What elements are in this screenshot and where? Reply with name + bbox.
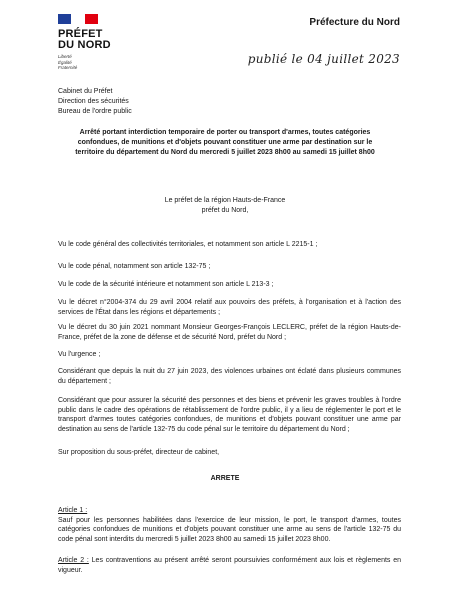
article-2 xyxy=(58,556,401,575)
issuing-office xyxy=(58,87,132,117)
article-2-heading: Article 2 : xyxy=(58,557,89,564)
intro-line-2: préfet du Nord, xyxy=(201,207,249,214)
article-1-text: Sauf pour les personnes habilitées dans l'exercice de leur mission, le port, le transport d'armes, toutes catégories confondues de munitions et d'objets pouvant constituer une arme au sens de l'article 132-75 du code pénal sont interdits du mercredi 5 juillet 2023 8h00 au samedi 15 juillet 2023 8h00. xyxy=(58,516,401,543)
cabinet-line-1: Cabinet du Préfet xyxy=(58,88,113,95)
paragraph-urgence: Vu l'urgence ; xyxy=(58,351,101,358)
paragraph-code-penal: Vu le code pénal, notamment son article 132-75 ; xyxy=(58,263,211,270)
paragraph-cgct: Vu le code général des collectivités territoriales, et notamment son article L 2215-1 ; xyxy=(58,241,318,248)
arrete-heading: ARRETE xyxy=(210,475,240,482)
tricolor-flag-icon xyxy=(58,14,98,24)
logo-line-2: DU NORD xyxy=(58,39,111,51)
paragraph-considerant-1: Considérant que depuis la nuit du 27 juin 2023, des violences urbaines ont éclaté dans plusieurs communes du département ; xyxy=(58,368,401,385)
logo-motto xyxy=(58,54,118,71)
logo-line-1: PRÉFET xyxy=(58,28,103,40)
motto-liberte: Liberté xyxy=(58,54,72,59)
article-1 xyxy=(58,506,401,544)
paragraph-proposition: Sur proposition du sous-préfet, directeur de cabinet, xyxy=(58,449,220,456)
article-2-text: Les contraventions au présent arrêté seront poursuivies conformément aux lois et règlements en vigueur. xyxy=(58,557,401,574)
paragraph-decret-2004: Vu le décret n°2004-374 du 29 avril 2004 relatif aux pouvoirs des préfets, à l'organisation et à l'action des services de l'État dans les régions et départements ; xyxy=(58,299,401,316)
prefecture-heading: Préfecture du Nord xyxy=(309,17,400,28)
publication-stamp: publié le 04 juillet 2023 xyxy=(247,52,400,66)
paragraph-csi: Vu le code de la sécurité intérieure et notamment son article L 213-3 ; xyxy=(58,281,274,288)
article-1-heading: Article 1 : xyxy=(58,507,88,514)
paragraph-considerant-2: Considérant que pour assurer la sécurité des personnes et des biens et prévenir les graves troubles à l'ordre public dans le cadre des opérations de rétablissement de l'ordre public, il y a lieu de réglementer le port et le transport d'armes toutes catégories confondues, de munitions et d'objets pouvant constituer une arme par destination au sens de l'article 132-75 du code pénal sur le territoire du département du Nord ; xyxy=(58,397,401,433)
cabinet-line-3: Bureau de l'ordre public xyxy=(58,108,132,115)
intro-line-1: Le préfet de la région Hauts-de-France xyxy=(164,197,286,204)
motto-egalite: Égalité xyxy=(58,59,72,65)
document-title: Arrêté portant interdiction temporaire de porter ou transport d'armes, toutes catégories confondues, de munitions et d'objets pouvant constituer une arme par destination sur le territoire du département du Nord du mercredi 5 juillet 2023 8h00 au samedi 15 juillet 8h00 xyxy=(75,129,375,156)
paragraph-decret-2021: Vu le décret du 30 juin 2021 nommant Monsieur Georges-François LECLERC, préfet de la région Hauts-de-France, préfet de la zone de défense et de sécurité Nord, préfet du Nord ; xyxy=(58,324,401,341)
prefect-intro xyxy=(120,196,330,216)
marianne-logo xyxy=(58,14,118,71)
cabinet-line-2: Direction des sécurités xyxy=(58,98,129,105)
motto-fraternite: Fraternité xyxy=(58,65,78,70)
logo-title xyxy=(58,29,118,51)
